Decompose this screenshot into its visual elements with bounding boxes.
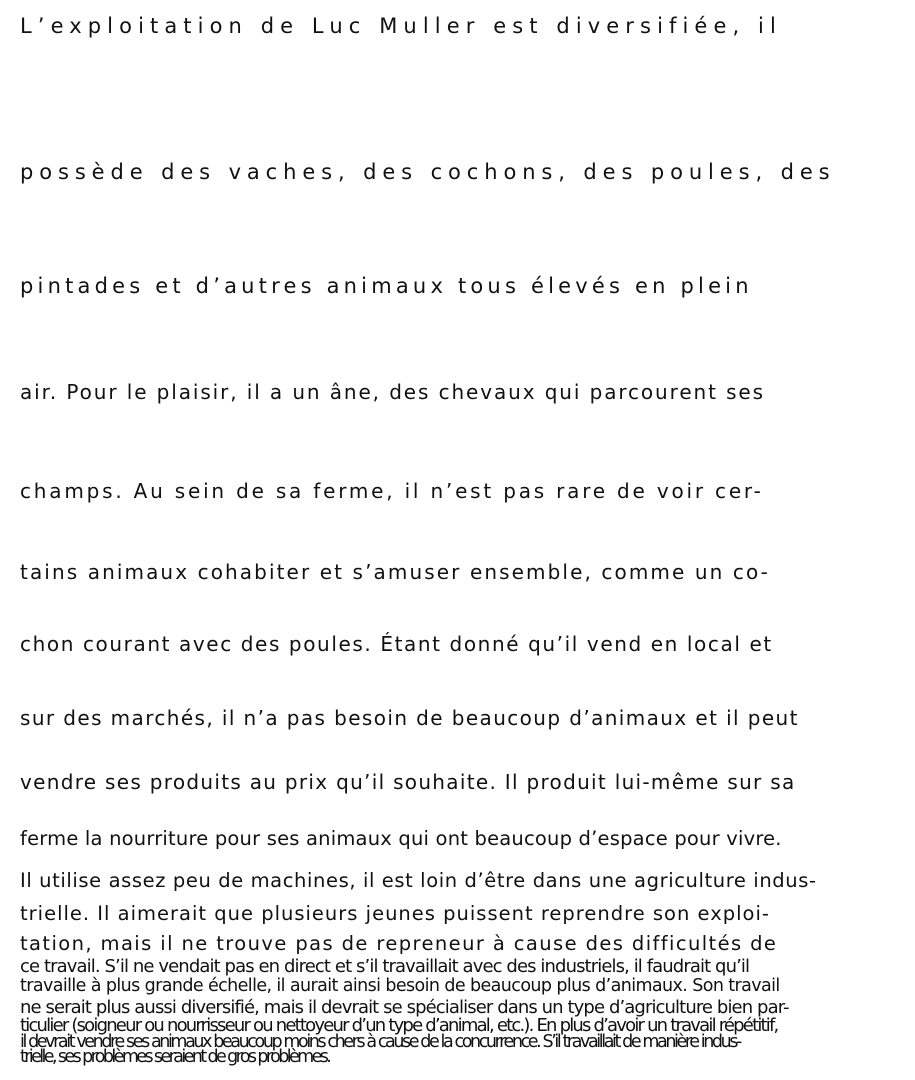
text-line-15: travaille à plus grande échelle, il aurait ainsi besoin de beaucoup plus d’animaux. Son travail [20, 976, 780, 996]
text-line-8: sur des marchés, il n’a pas besoin de beaucoup d’animaux et il peut [20, 706, 799, 730]
text-line-3: pintades et d’autres animaux tous élevés en plein [20, 274, 753, 298]
text-line-4: air. Pour le plaisir, il a un âne, des chevaux qui parcourent ses [20, 380, 765, 404]
text-line-6: tains animaux cohabiter et s’amuser ensemble, comme un co- [20, 560, 770, 584]
text-line-13: tation, mais il ne trouve pas de repreneur à cause des difficultés de [20, 932, 778, 955]
text-line-1: L’exploitation de Luc Muller est diversifiée, il [20, 14, 782, 38]
text-line-9: vendre ses produits au prix qu’il souhaite. Il produit lui-même sur sa [20, 770, 796, 794]
text-line-11: Il utilise assez peu de machines, il est loin d’être dans une agriculture indus- [20, 869, 817, 892]
text-line-19: trielle, ses problèmes seraient de gros problèmes. [20, 1047, 330, 1067]
text-line-17: ticulier (soigneur ou nourrisseur ou nettoyeur d’un type d’animal, etc.). En plus d’avoir un travail répétitif, [20, 1015, 778, 1036]
text-line-18: il devrait vendre ses animaux beaucoup moins chers à cause de la concurrence. S’il travaillait de manière indus- [20, 1032, 740, 1052]
text-line-12: trielle. Il aimerait que plusieurs jeunes puissent reprendre son exploi- [20, 902, 770, 925]
text-line-7: chon courant avec des poules. Étant donné qu’il vend en local et [20, 632, 773, 656]
text-line-16: ne serait plus aussi diversifié, mais il devrait se spécialiser dans un type d’agriculture bien par- [20, 997, 789, 1018]
text-line-14: ce travail. S’il ne vendait pas en direct et s’il travaillait avec des industriels, il faudrait qu’il [20, 956, 750, 977]
text-line-5: champs. Au sein de sa ferme, il n’est pas rare de voir cer- [20, 479, 764, 503]
text-line-10: ferme la nourriture pour ses animaux qui ont beaucoup d’espace pour vivre. [20, 827, 782, 850]
text-line-2: possède des vaches, des cochons, des poules, des [20, 160, 836, 184]
